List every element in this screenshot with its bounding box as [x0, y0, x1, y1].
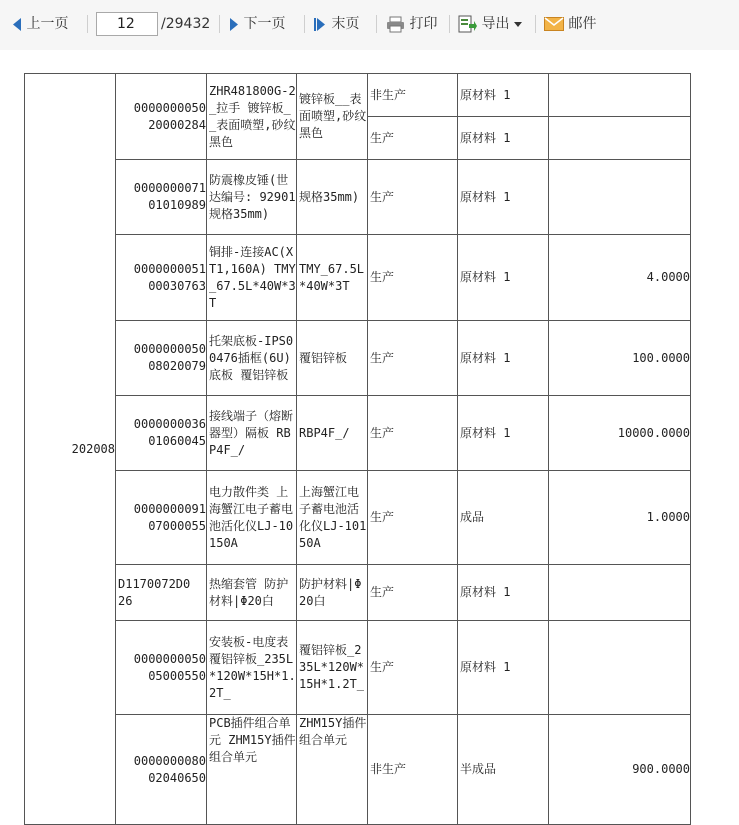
amount-cell: 900.0000	[549, 715, 691, 825]
amount-cell: 4.0000	[549, 235, 691, 321]
print-button[interactable]	[386, 13, 437, 35]
toolbar-divider	[376, 15, 377, 33]
spec-cell: TMY_67.5L*40W*3T	[297, 235, 368, 321]
material-name-cell: 接线端子（熔断器型）隔板 RBP4F_/	[207, 396, 297, 471]
material-code-cell: 0000000051 00030763	[116, 235, 207, 321]
material-class-cell: 原材料 1	[458, 621, 549, 715]
toolbar-divider	[449, 15, 450, 33]
production-status-cell: 生产	[368, 235, 458, 321]
last-page-icon	[313, 18, 327, 31]
last-page-label: 末页	[331, 16, 360, 32]
period-cell: 202008	[25, 74, 116, 825]
table-row	[25, 396, 691, 471]
production-status-cell: 非生产	[368, 715, 458, 825]
spec-cell: 覆铝锌板	[297, 321, 368, 396]
dropdown-caret-icon	[514, 22, 522, 27]
material-class-cell: 原材料 1	[458, 117, 549, 160]
production-status-cell: 生产	[368, 471, 458, 565]
material-class-cell: 原材料 1	[458, 160, 549, 235]
production-status-cell: 非生产	[368, 74, 458, 117]
material-code-cell: 0000000091 07000055	[116, 471, 207, 565]
material-code-cell: 0000000080 02040650	[116, 715, 207, 825]
toolbar-divider	[304, 15, 305, 33]
production-status-cell: 生产	[368, 160, 458, 235]
print-label: 打印	[409, 16, 438, 32]
material-code-cell: 0000000071 01010989	[116, 160, 207, 235]
material-class-cell: 原材料 1	[458, 396, 549, 471]
material-name-cell: 防震橡皮锤(世达编号: 92901 规格35mm)	[207, 160, 297, 235]
material-name-cell: ZHR481800G-2_拉手 镀锌板__表面喷塑,砂纹黑色	[207, 74, 297, 160]
amount-cell: 100.0000	[549, 321, 691, 396]
material-class-cell: 原材料 1	[458, 565, 549, 621]
production-status-cell: 生产	[368, 621, 458, 715]
next-arrow-icon	[229, 18, 239, 31]
material-class-cell: 成品	[458, 471, 549, 565]
prev-page-label: 上一页	[26, 16, 69, 32]
material-code-cell: 0000000050 05000550	[116, 621, 207, 715]
amount-cell	[549, 117, 691, 160]
table-row	[25, 321, 691, 396]
spec-cell: 规格35mm)	[297, 160, 368, 235]
material-class-cell: 原材料 1	[458, 321, 549, 396]
amount-cell	[549, 74, 691, 117]
next-page-button[interactable]	[229, 13, 285, 35]
amount-cell	[549, 621, 691, 715]
export-button[interactable]	[458, 13, 522, 35]
spec-cell: 覆铝锌板_235L*120W*15H*1.2T_	[297, 621, 368, 715]
production-status-cell: 生产	[368, 117, 458, 160]
table-row	[25, 565, 691, 621]
material-code-cell: D1170072D0 26	[116, 565, 207, 621]
amount-cell: 1.0000	[549, 471, 691, 565]
mail-label: 邮件	[568, 16, 597, 32]
spec-cell: 上海蟹江电子蓄电池活化仪LJ-10150A	[297, 471, 368, 565]
material-class-cell: 原材料 1	[458, 74, 549, 117]
production-status-cell: 生产	[368, 396, 458, 471]
spec-cell: ZHM15Y插件组合单元	[297, 715, 368, 825]
material-name-cell: 热缩套管 防护材料|Φ20白	[207, 565, 297, 621]
mail-icon	[544, 17, 564, 31]
material-name-cell: 电力散件类 上海蟹江电子蓄电池活化仪LJ-10150A	[207, 471, 297, 565]
material-name-cell: 铜排-连接AC(XT1,160A) TMY_67.5L*40W*3T	[207, 235, 297, 321]
export-icon	[458, 15, 477, 33]
prev-arrow-icon	[12, 18, 22, 31]
spec-cell: RBP4F_/	[297, 396, 368, 471]
mail-button[interactable]	[544, 13, 596, 35]
table-row	[25, 621, 691, 715]
last-page-button[interactable]	[313, 13, 359, 35]
material-name-cell: PCB插件组合单元 ZHM15Y插件组合单元	[207, 715, 297, 825]
next-page-label: 下一页	[243, 16, 286, 32]
page-total: /29432	[161, 16, 211, 32]
table-row	[25, 235, 691, 321]
toolbar-divider	[87, 15, 88, 33]
toolbar-divider	[535, 15, 536, 33]
table-row	[25, 160, 691, 235]
report-page	[0, 50, 739, 785]
table-row	[25, 471, 691, 565]
spec-cell: 镀锌板__表面喷塑,砂纹黑色	[297, 74, 368, 160]
production-status-cell: 生产	[368, 321, 458, 396]
export-label: 导出	[481, 16, 510, 32]
material-name-cell: 安装板-电度表 覆铝锌板_235L*120W*15H*1.2T_	[207, 621, 297, 715]
page-number-input[interactable]	[96, 12, 158, 36]
print-icon	[386, 16, 405, 33]
material-code-cell: 0000000050 08020079	[116, 321, 207, 396]
report-toolbar	[0, 0, 739, 50]
report-table	[24, 73, 691, 825]
material-name-cell: 托架底板-IPS00476插框(6U)底板 覆铝锌板	[207, 321, 297, 396]
material-code-cell: 0000000050 20000284	[116, 74, 207, 160]
prev-page-button[interactable]	[12, 13, 68, 35]
amount-cell	[549, 160, 691, 235]
toolbar-divider	[219, 15, 220, 33]
material-class-cell: 半成品	[458, 715, 549, 825]
amount-cell: 10000.0000	[549, 396, 691, 471]
spec-cell: 防护材料|Φ20白	[297, 565, 368, 621]
table-row	[25, 74, 691, 117]
material-code-cell: 0000000036 01060045	[116, 396, 207, 471]
production-status-cell: 生产	[368, 565, 458, 621]
table-row	[25, 715, 691, 825]
material-class-cell: 原材料 1	[458, 235, 549, 321]
amount-cell	[549, 565, 691, 621]
